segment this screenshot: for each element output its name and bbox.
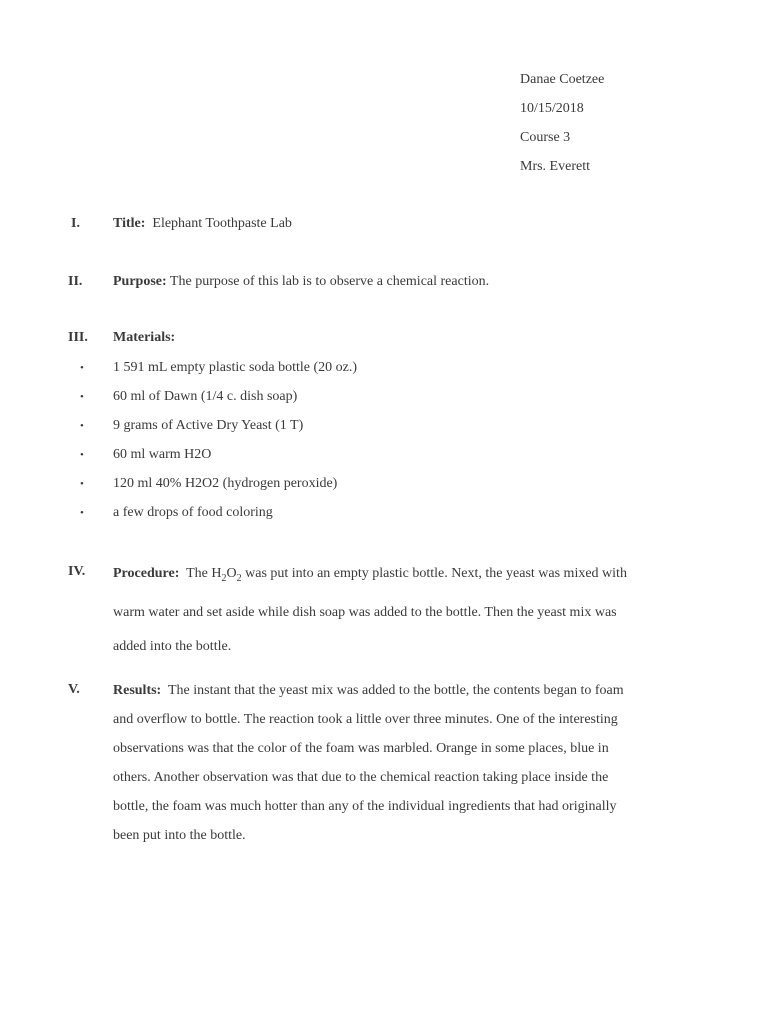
section-content <box>113 272 643 292</box>
section-label: Results: <box>113 683 162 698</box>
list-item <box>0 414 768 443</box>
author-name: Danae Coetzee <box>520 72 605 87</box>
list-item <box>0 472 768 501</box>
subscript: 2 <box>236 572 242 584</box>
bullet-icon: • <box>80 478 84 490</box>
section-numeral: II. <box>68 274 83 289</box>
section-numeral: III. <box>68 330 88 345</box>
section-label: Title: <box>113 216 146 231</box>
section-label: Procedure: <box>113 566 180 581</box>
section-label: Purpose: <box>113 274 167 289</box>
procedure-text-mid: O <box>226 566 237 581</box>
bullet-icon: • <box>80 449 84 461</box>
section-content <box>113 328 643 348</box>
section-numeral: IV. <box>68 564 86 579</box>
bullet-icon: • <box>80 391 84 403</box>
bullet-icon: • <box>80 362 84 374</box>
subscript: 2 <box>221 572 227 584</box>
teacher-name: Mrs. Everett <box>520 159 590 174</box>
section-content <box>113 676 643 850</box>
material-text: 60 ml warm H2O <box>113 447 212 462</box>
bullet-icon: • <box>80 507 84 519</box>
document-date: 10/15/2018 <box>520 101 584 116</box>
procedure-text-start: The H <box>186 566 222 581</box>
material-text: 60 ml of Dawn (1/4 c. dish soap) <box>113 389 298 404</box>
purpose-text: The purpose of this lab is to observe a chemical reaction. <box>169 274 490 289</box>
section-label: Materials: <box>113 330 176 345</box>
material-text: 9 grams of Active Dry Yeast (1 T) <box>113 418 304 433</box>
materials-list <box>0 356 768 530</box>
procedure-text: was put into an empty plastic bottle. Next, the yeast was mixed with warm water and set aside while dish soap was added to the bottle. Then the yeast mix was added into the bottle. <box>113 566 627 654</box>
section-content <box>113 214 643 234</box>
document-header <box>520 70 604 186</box>
list-item <box>0 385 768 414</box>
material-text: 1 591 mL empty plastic soda bottle (20 oz.) <box>113 360 358 375</box>
section-numeral: I. <box>71 216 80 231</box>
course-name: Course 3 <box>520 130 571 145</box>
section-numeral: V. <box>68 682 80 697</box>
results-text: The instant that the yeast mix was added to the bottle, the contents began to foam and overflow to bottle. The reaction took a little over three minutes. One of the interesting observations was that the color of the foam was marbled. Orange in some places, blue in others. Another observation was that due to the chemical reaction taking place inside the bottle, the foam was much hotter than any of the individual ingredients that had originally been put into the bottle. <box>113 683 624 843</box>
section-content <box>113 557 643 664</box>
list-item <box>0 356 768 385</box>
bullet-icon: • <box>80 420 84 432</box>
list-item <box>0 443 768 472</box>
material-text: 120 ml 40% H2O2 (hydrogen peroxide) <box>113 476 338 491</box>
list-item <box>0 501 768 530</box>
material-text: a few drops of food coloring <box>113 505 273 520</box>
lab-title: Elephant Toothpaste Lab <box>152 216 292 231</box>
